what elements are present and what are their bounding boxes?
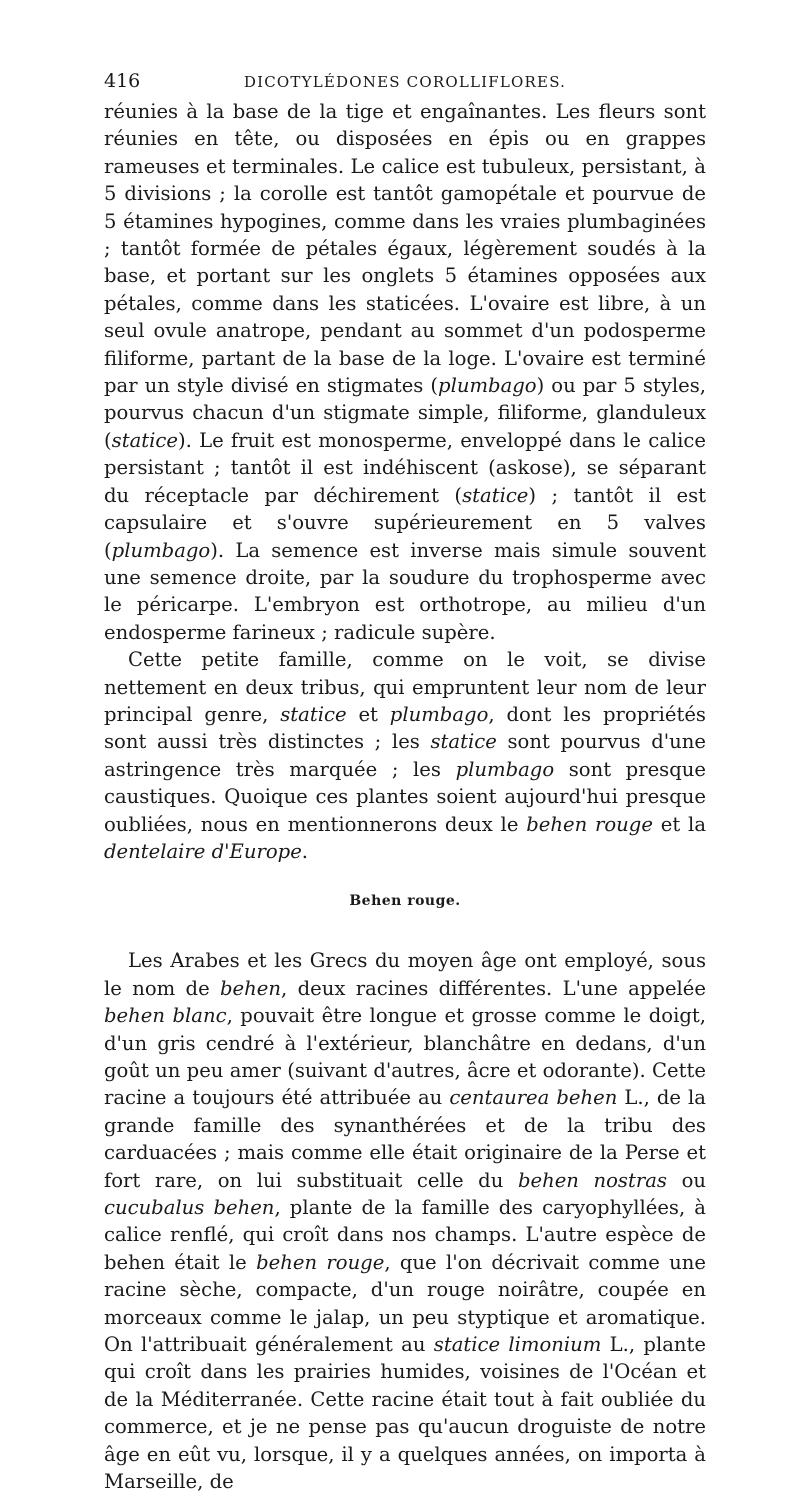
- italic-term: centaurea behen: [449, 1086, 618, 1110]
- italic-term: plumbago: [438, 374, 537, 398]
- page-number: 416: [104, 70, 141, 92]
- page-header: [104, 70, 706, 98]
- paragraph: Cette petite famille, comme on le voit, se divise nettement en deux tribus, qui empruntent leur nom de leur principal genre, statice et plumbago, dont les propriétés sont aussi très distinctes ; les statice sont pourvus d'une astringence très marquée ; les plumbago sont presque caustiques. Quoique ces plantes soient aujourd'hui presque oubliées, nous en mentionnerons deux le behen rouge et la dentelaire d'Europe.: [104, 648, 707, 863]
- italic-term: behen rouge: [256, 1250, 385, 1274]
- italic-term: statice: [430, 730, 497, 754]
- italic-term: behen blanc: [104, 1004, 227, 1028]
- italic-term: plumbago: [389, 702, 489, 726]
- italic-term: dentelaire d'Europe: [104, 839, 302, 863]
- italic-term: behen rouge: [526, 812, 653, 836]
- italic-term: plumbago: [111, 538, 211, 562]
- italic-term: cucubalus behen: [104, 1196, 275, 1220]
- paragraph: réunies à la base de la tige et engaînantes. Les fleurs sont réunies en tête, ou disposées en épis ou en grappes rameuses et terminales. Le calice est tubuleux, persistant, à 5 divisions ; la corolle est tantôt gamopétale et pourvue de 5 étamines hypogines, comme dans les vraies plumbaginées ; tantôt formée de pétales égaux, légèrement soudés à la base, et portant sur les onglets 5 étamines opposées aux pétales, comme dans les staticées. L'ovaire est libre, à un seul ovule anatrope, pendant au sommet d'un podosperme filiforme, partant de la base de la loge. L'ovaire est terminé par un style divisé en stigmates (plumbago) ou par 5 styles, pourvus chacun d'un stigmate simple, filiforme, glanduleux (statice). Le fruit est monosperme, enveloppé dans le calice persistant ; tantôt il est indéhiscent (askose), se séparant du réceptacle par déchirement (statice) ; tantôt il est capsulaire et s'ouvre supérieurement en 5 valves (plumbago). La semence est inverse mais simule souvent une semence droite, par la soudure du trophosperme avec le péricarpe. L'embryon est orthotrope, au milieu d'un endosperme farineux ; radicule supère.: [104, 100, 707, 644]
- paragraph: Les Arabes et les Grecs du moyen âge ont employé, sous le nom de behen, deux racines différentes. L'une appelée behen blanc, pouvait être longue et grosse comme le doigt, d'un gris cendré à l'extérieur, blanchâtre en dedans, d'un goût un peu amer (suivant d'autres, âcre et odorante). Cette racine a toujours été attribuée au centaurea behen L., de la grande famille des synanthérées et de la tribu des carduacées ; mais comme elle était originaire de la Perse et fort rare, on lui substituait celle du behen nostras ou cucubalus behen, plante de la famille des caryophyllées, à calice renflé, qui croît dans nos champs. L'autre espèce de behen était le behen rouge, que l'on décrivait comme une racine sèche, compacte, d'un rouge noirâtre, coupée en morceaux comme le jalap, un peu styptique et aromatique. On l'attribuait généralement au statice limonium L., plante qui croît dans les prairies humides, voisines de l'Océan et de la Méditerranée. Cette racine était tout à fait oubliée du commerce, et je ne pense pas qu'aucun droguiste de notre âge en eût vu, lorsque, il y a quelques années, on importa à Marseille, de: [104, 949, 706, 1494]
- italic-term: statice: [280, 702, 347, 726]
- italic-term: plumbago: [455, 757, 555, 781]
- book-page: [104, 70, 706, 1496]
- italic-term: statice limonium: [433, 1333, 602, 1357]
- section-title: Behen rouge.: [349, 893, 461, 910]
- italic-term: statice: [111, 428, 178, 452]
- italic-term: behen: [220, 976, 281, 1000]
- italic-term: behen nostras: [517, 1168, 667, 1192]
- running-head: DICOTYLÉDONES COROLLIFLORES.: [243, 73, 567, 91]
- italic-term: statice: [462, 483, 529, 507]
